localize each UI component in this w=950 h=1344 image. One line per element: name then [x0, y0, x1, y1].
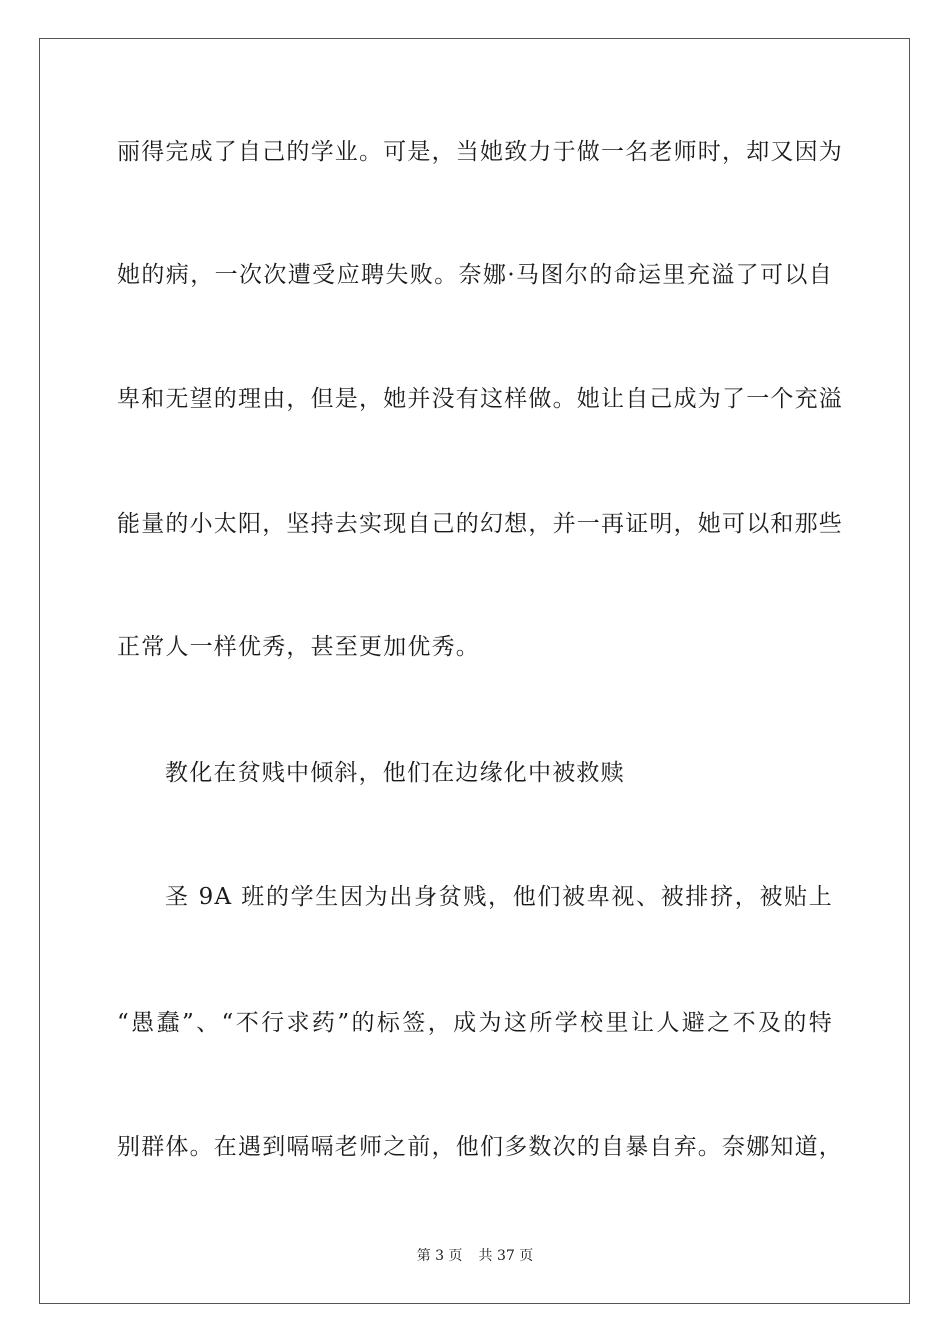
body-line-1: 丽得完成了自己的学业。可是，当她致力于做一名老师时，却又因为	[117, 139, 843, 165]
body-line-5: 正常人一样优秀，甚至更加优秀。	[117, 634, 480, 660]
body-line-7: 圣 9A 班的学生因为出身贫贱，他们被卑视、被排挤，被贴上	[165, 884, 833, 910]
body-line-4: 能量的小太阳，坚持去实现自己的幻想，并一再证明，她可以和那些	[117, 511, 843, 537]
page-border	[39, 38, 910, 1304]
body-line-2: 她的病，一次次遭受应聘失败。奈娜·马图尔的命运里充溢了可以自	[117, 262, 833, 288]
body-line-3: 卑和无望的理由，但是，她并没有这样做。她让自己成为了一个充溢	[117, 386, 843, 412]
body-line-9: 别群体。在遇到嗝嗝老师之前，他们多数次的自暴自弃。奈娜知道，	[117, 1134, 843, 1160]
body-line-8: “愚蠢”、“不行求药”的标签，成为这所学校里让人避之不及的特	[117, 1010, 833, 1036]
page-footer	[0, 1246, 950, 1266]
current-page-label: 第 3 页	[416, 1248, 463, 1264]
total-pages-label: 共 37 页	[478, 1248, 534, 1264]
section-heading: 教化在贫贱中倾斜，他们在边缘化中被救赎	[165, 760, 625, 786]
